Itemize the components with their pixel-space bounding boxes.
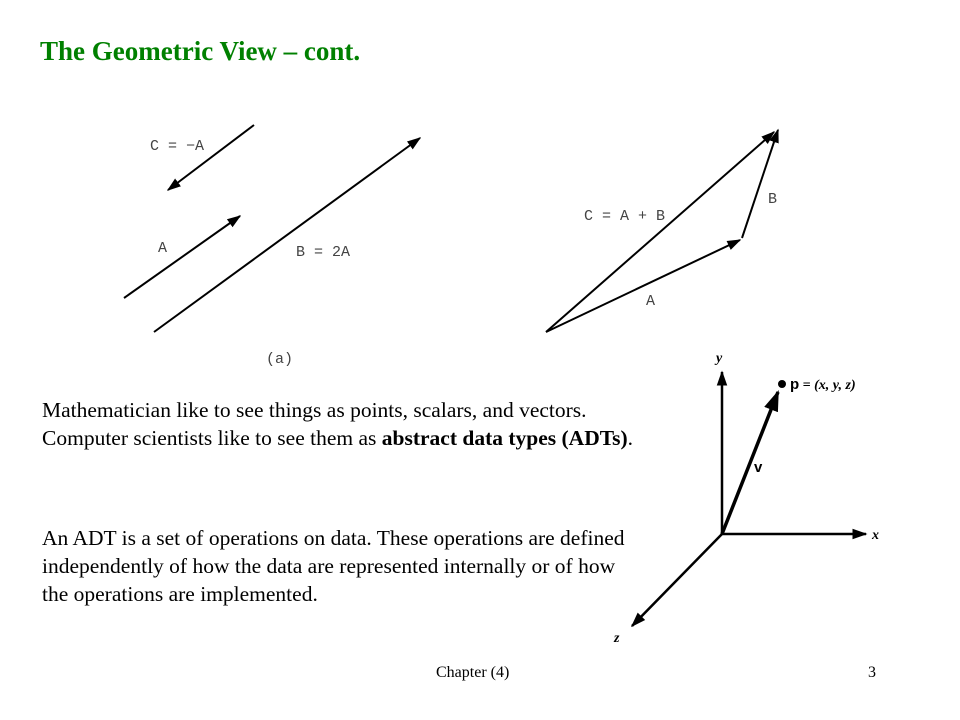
figure-c — [613, 351, 879, 646]
paragraph-adt-definition: An ADT is a set of operations on data. These operations are defined independently of how the data are represented internally or of how the operations are implemented. — [42, 526, 625, 606]
paragraph-1-text: Mathematician like to see things as points, scalars, and vectors. Computer scientists like to see them as — [42, 398, 587, 450]
footer-chapter: Chapter (4) — [436, 664, 510, 681]
figure-b — [546, 130, 778, 332]
figure-a — [124, 125, 420, 368]
vector-v — [722, 392, 778, 534]
paragraph-1-end: . — [627, 426, 633, 450]
vector-c-neg-a — [168, 125, 254, 190]
point-p-dot — [778, 380, 786, 388]
label-c-neg-a: C = −A — [150, 138, 205, 155]
label-a-b: A — [646, 293, 656, 310]
axis-label-x: x — [872, 528, 879, 543]
label-b-b: B — [768, 191, 778, 208]
vector-a — [124, 216, 240, 298]
axis-label-y: y — [716, 351, 723, 366]
label-c-sum: C = A + B — [584, 208, 666, 225]
label-a: A — [158, 240, 168, 257]
vector-b-b — [742, 130, 778, 238]
z-axis — [632, 534, 722, 626]
point-label — [790, 376, 856, 393]
slide-title: The Geometric View – cont. — [40, 36, 361, 66]
axis-label-z: z — [614, 631, 620, 646]
label-b-2a: B = 2A — [296, 244, 351, 261]
vector-a-b — [546, 240, 740, 332]
paragraph-points-vectors — [42, 396, 642, 452]
caption-a: (a) — [266, 351, 294, 368]
vector-b-2a — [154, 138, 420, 332]
point-label-p: p — [790, 376, 800, 393]
point-label-eq: = (x, y, z) — [799, 378, 856, 393]
vector-c-sum — [546, 132, 774, 332]
vector-label-v: v — [754, 459, 763, 476]
slide-number: 3 — [868, 664, 876, 681]
adt-term: abstract data types (ADTs) — [381, 426, 628, 450]
